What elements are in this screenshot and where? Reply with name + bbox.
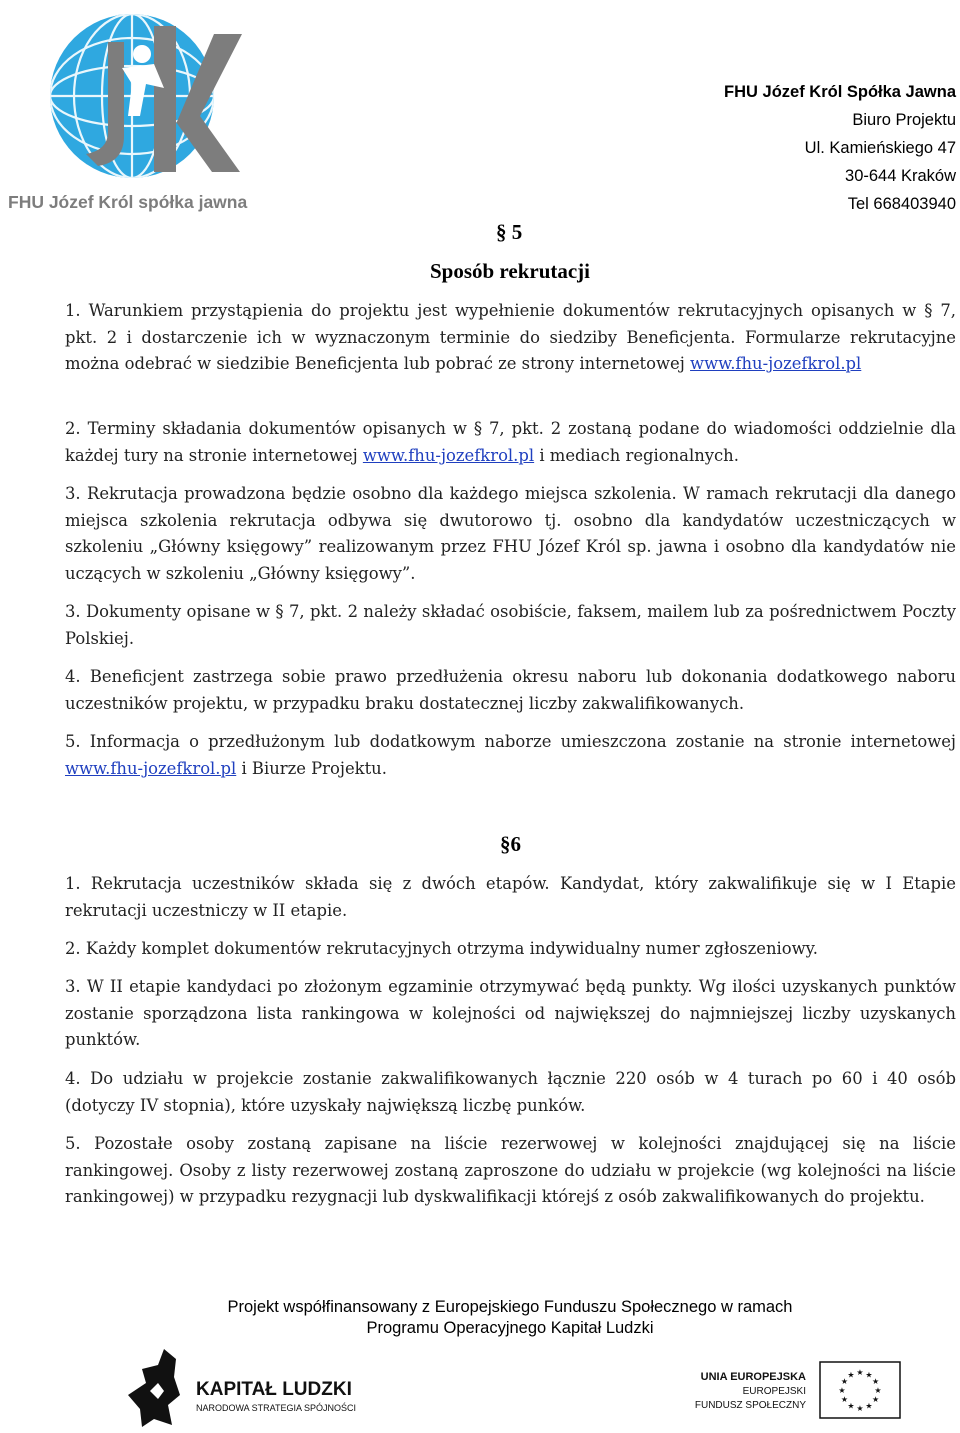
eu-star-icon: ★ [865,1401,873,1411]
eu-star-icon: ★ [865,1370,873,1380]
kapital-ludzki-logo [124,1345,384,1430]
kl-title: KAPITAŁ LUDZKI [196,1379,352,1400]
eu-star-icon: ★ [840,1377,848,1386]
company-city: 30-644 Kraków [845,167,956,185]
kapital-ludzki-emblem-icon [128,1349,180,1427]
eu-star-icon: ★ [856,1404,864,1413]
kl-subtitle: NARODOWA STRATEGIA SPÓJNOŚCI [196,1403,357,1413]
s5-p2-text-end: i mediach regionalnych. [534,445,739,465]
s5-paragraph-6 [65,729,956,782]
website-link[interactable]: www.fhu-jozefkrol.pl [65,758,237,778]
s6-paragraph-1: 1. Rekrutacja uczestników składa się z dwóch etapów. Kandydat, który zakwalifikuje się w I Etapie rekrutacji uczestniczy w II etapie. [65,874,956,920]
company-street: Ul. Kamieńskiego 47 [804,139,956,157]
eu-star-icon: ★ [847,1401,855,1411]
eu-star-icon: ★ [874,1386,882,1395]
section-5-title: Sposób rekrutacji [429,259,591,283]
s6-paragraph-2: 2. Każdy komplet dokumentów rekrutacyjnych otrzyma indywidualny numer zgłoszeniowy. [65,939,818,958]
s5-p1-text: 1. Warunkiem przystąpienia do projektu jest wypełnienie dokumentów rekrutacyjnych opisanych w § 7, pkt. 2 i dostarczenie ich w wyznaczonym terminie do siedziby Beneficjenta. Formularze rekrutacyjne można odebrać w siedzibie Beneficjenta lub pobrać ze strony internetowej [65,301,956,373]
eu-line-1: UNIA EUROPEJSKA [700,1371,806,1383]
s5-paragraph-4 [65,599,956,652]
website-link[interactable]: www.fhu-jozefkrol.pl [362,445,535,465]
footer-line-1: Projekt współfinansowany z Europejskiego Funduszu Społecznego w ramach [227,1298,793,1316]
eu-star-icon: ★ [872,1395,880,1404]
website-link[interactable]: www.fhu-jozefkrol.pl [690,354,862,373]
s6-paragraph-5: 5. Pozostałe osoby zostaną zapisane na liście rezerwowej w kolejności znajdującej się na liście rankingowej. Osoby z listy rezerwowej zostaną zaproszone do udziału w projekcie (wg kolejności na liście rankingowej) w przypadku rezygnacji lub dyskwalifikacji którejś z osób zakwalifikowanych do projektu. [65,1134,956,1206]
company-phone: Tel 668403940 [847,195,956,213]
s6-paragraph-3: 3. W II etapie kandydaci po złożonym egzaminie otrzymywać będą punkty. Wg ilości uzyskanych punktów zostanie sporządzona lista rankingowa w kolejności od największej do najmniejszej liczby uzyskanych punktów. [65,977,956,1049]
eu-line-2: EUROPEJSKI [742,1386,806,1397]
s5-paragraph-5 [65,664,956,717]
s5-p6-text-end: i Biurze Projektu. [236,758,387,778]
s5-p5-text: 4. Beneficjent zastrzega sobie prawo przedłużenia okresu naboru lub dokonania dodatkowego naboru uczestników projektu, w przypadku braku dostatecznej liczby zakwalifikowanych. [65,667,956,713]
eu-star-icon: ★ [840,1395,848,1404]
eu-star-icon: ★ [856,1368,864,1377]
section-5-marker: § 5 [496,220,523,244]
eu-star-icon: ★ [872,1377,880,1386]
s5-paragraph-3 [65,481,956,587]
s5-p2-text: 2. Terminy składania dokumentów opisanych w § 7, pkt. 2 zostaną podane do wiadomości oddzielnie dla każdej tury na stronie internetowej [65,419,956,465]
eu-flag-icon [820,1362,900,1418]
eu-star-icon: ★ [847,1370,855,1380]
s5-p4-text: 3. Dokumenty opisane w § 7, pkt. 2 należy składać osobiście, faksem, mailem lub za pośrednictwem Poczty Polskiej. [65,602,956,648]
s5-p6-text: 5. Informacja o przedłużonym lub dodatkowym naborze umieszczona zostanie na stronie internetowej [65,732,956,751]
company-name: FHU Józef Król Spółka Jawna [724,83,956,101]
company-address [724,78,956,218]
footer-line-2: Programu Operacyjnego Kapitał Ludzki [366,1319,654,1337]
eu-star-icon: ★ [838,1386,846,1395]
s5-p3-text: 3. Rekrutacja prowadzona będzie osobno dla każdego miejsca szkolenia. W ramach rekrutacji dla danego miejsca szkolenia rekrutacja odbywa się dwutorowo tj. osobno dla kandydatów uczestniczących w szkoleniu „Główny księgowy” realizowanym przez FHU Józef Król sp. jawna i osobno dla kandydatów nie uczących w szkoleniu „Główny księgowy”. [65,484,956,583]
s5-paragraph-1 [65,298,956,378]
eu-fund-logo [680,1358,902,1424]
s5-paragraph-2 [65,416,956,469]
s6-paragraph-4: 4. Do udziału w projekcie zostanie zakwalifikowanych łącznie 220 osób w 4 turach po 60 i 40 osób (dotyczy IV stopnia), które uzyskały największą liczbę punków. [65,1069,956,1115]
eu-line-3: FUNDUSZ SPOŁECZNY [694,1400,806,1411]
footer-funding-note [0,1297,960,1339]
company-logo [4,4,264,216]
company-office: Biuro Projektu [852,111,956,129]
section-6-marker: §6 [500,832,521,856]
logo-text: FHU Józef Król spółka jawna [8,192,248,212]
